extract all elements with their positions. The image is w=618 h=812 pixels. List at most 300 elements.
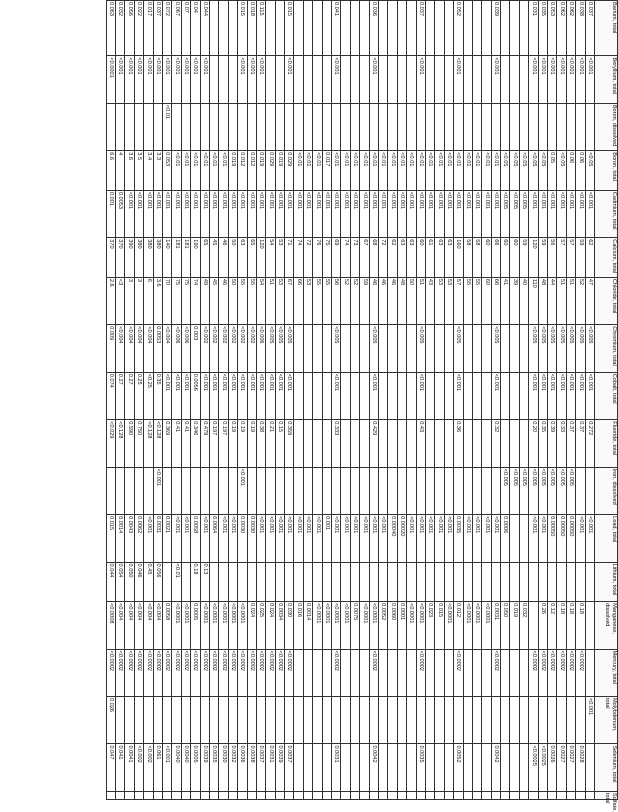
table-cell: <0.001 <box>247 190 256 237</box>
table-cell <box>360 372 369 419</box>
table-cell: <0.005 <box>548 325 557 372</box>
table-cell <box>407 1 416 56</box>
table-cell <box>407 325 416 372</box>
table-cell: <0.001 <box>153 190 162 237</box>
table-cell: <0.001 <box>285 190 294 237</box>
table-cell: <0.001 <box>576 56 585 103</box>
table-cell: <0.001 <box>566 56 575 103</box>
table-cell: 0.0030 <box>238 515 247 562</box>
table-cell <box>482 420 491 467</box>
table-cell: <0.001 <box>125 190 134 237</box>
table-cell <box>125 791 134 799</box>
table-cell <box>501 562 510 602</box>
table-cell: <0.001 <box>181 515 190 562</box>
table-row <box>519 1 528 800</box>
table-cell: <0.0001 <box>416 602 425 649</box>
table-cell <box>313 372 322 419</box>
table-row <box>153 1 162 800</box>
table-cell <box>435 697 444 744</box>
table-cell: <0.005 <box>557 325 566 372</box>
table-cell <box>491 697 500 744</box>
table-cell: <0.001 <box>228 190 237 237</box>
table-cell: <0.001 <box>585 372 594 419</box>
table-cell: <0.0002 <box>106 649 115 696</box>
table-cell <box>360 103 369 150</box>
table-cell: <0.001 <box>219 372 228 419</box>
table-cell <box>416 791 425 799</box>
table-cell <box>519 791 528 799</box>
table-cell <box>454 467 463 514</box>
table-cell <box>472 420 481 467</box>
table-cell <box>379 103 388 150</box>
table-cell <box>350 467 359 514</box>
table-cell: <0.128 <box>153 420 162 467</box>
table-cell: 0.044 <box>106 562 115 602</box>
table-cell <box>266 56 275 103</box>
table-cell <box>191 697 200 744</box>
table-cell: <0.001 <box>153 467 162 514</box>
table-cell: 54 <box>266 238 275 278</box>
table-cell: 0.0021 <box>163 515 172 562</box>
table-cell: 58 <box>472 238 481 278</box>
table-cell <box>219 103 228 150</box>
table-cell: 0.359 <box>285 420 294 467</box>
table-cell <box>379 649 388 696</box>
table-cell <box>501 791 510 799</box>
table-cell: <0.001 <box>491 372 500 419</box>
table-cell <box>379 1 388 56</box>
table-cell: <0.001 <box>172 56 181 103</box>
table-cell: 58 <box>463 238 472 278</box>
table-cell: 0.050 <box>125 562 134 602</box>
table-cell: 41 <box>501 277 510 324</box>
table-cell: 60 <box>482 238 491 278</box>
table-cell: <0.001 <box>275 190 284 237</box>
table-cell: 0.18 <box>191 562 200 602</box>
table-cell <box>397 744 406 791</box>
table-cell: 0.12 <box>548 602 557 649</box>
table-row <box>200 1 209 800</box>
table-cell: 3.6 <box>125 151 134 191</box>
table-cell: <0.001 <box>557 372 566 419</box>
table-cell: <0.001 <box>463 190 472 237</box>
table-cell: <0.001 <box>285 515 294 562</box>
table-cell: <0.001 <box>435 190 444 237</box>
table-cell: <0.001 <box>303 190 312 237</box>
table-cell <box>125 467 134 514</box>
table-cell: <0.0002 <box>228 649 237 696</box>
table-cell: 0.023 <box>425 602 434 649</box>
table-cell: <0.0002 <box>266 649 275 696</box>
table-cell: 0.18 <box>557 602 566 649</box>
table-cell: <0.0001 <box>209 602 218 649</box>
table-cell: 0.046 <box>134 562 143 602</box>
table-cell: 0.015 <box>238 1 247 56</box>
table-cell <box>529 562 538 602</box>
table-row <box>134 1 143 800</box>
table-cell <box>303 649 312 696</box>
table-cell <box>294 372 303 419</box>
table-cell: <0.001 <box>454 372 463 419</box>
table-cell: <0.0001 <box>200 602 209 649</box>
table-cell <box>379 56 388 103</box>
table-cell: 65 <box>200 238 209 278</box>
table-cell <box>275 562 284 602</box>
table-cell: 0.001 <box>322 515 331 562</box>
table-cell: <0.0001 <box>341 602 350 649</box>
table-cell: <0.001 <box>548 190 557 237</box>
table-cell: 0.039 <box>491 1 500 56</box>
table-row <box>294 1 303 800</box>
table-cell: 0.13 <box>200 562 209 602</box>
table-cell: 0.026 <box>106 697 115 744</box>
table-cell: <0.01 <box>360 151 369 191</box>
table-cell <box>463 697 472 744</box>
table-cell: <0.001 <box>454 56 463 103</box>
table-cell: 0.0005 <box>191 744 200 791</box>
table-cell: <0.0001 <box>172 602 181 649</box>
table-cell <box>435 562 444 602</box>
table-cell <box>519 697 528 744</box>
table-cell: 67 <box>360 238 369 278</box>
column-header: Mercury, total <box>595 649 618 696</box>
table-cell <box>191 467 200 514</box>
table-cell <box>425 791 434 799</box>
table-cell: <0.001 <box>125 56 134 103</box>
table-cell: <0.001 <box>379 190 388 237</box>
table-cell: <0.005 <box>332 325 341 372</box>
table-cell <box>360 1 369 56</box>
table-row <box>266 1 275 800</box>
table-cell <box>322 467 331 514</box>
table-cell <box>360 697 369 744</box>
table-cell: 0.15 <box>275 420 284 467</box>
table-cell: 53 <box>275 238 284 278</box>
table-cell: 63 <box>407 238 416 278</box>
table-cell: 53 <box>444 277 453 324</box>
table-cell <box>360 562 369 602</box>
table-cell: <0.0002 <box>125 649 134 696</box>
table-cell <box>209 562 218 602</box>
table-cell: 63 <box>435 238 444 278</box>
table-cell <box>275 791 284 799</box>
table-cell <box>341 1 350 56</box>
table-cell <box>341 744 350 791</box>
table-cell: 0.041 <box>116 744 125 791</box>
table-cell: 0.0006 <box>501 515 510 562</box>
table-cell <box>548 791 557 799</box>
table-cell: 0.479 <box>200 420 209 467</box>
table-cell <box>510 372 519 419</box>
table-cell: 0.0043 <box>125 515 134 562</box>
table-cell: 0.0031 <box>491 602 500 649</box>
table-cell <box>510 1 519 56</box>
table-cell: <0.002 <box>219 325 228 372</box>
table-cell <box>482 103 491 150</box>
table-cell: <0.001 <box>341 190 350 237</box>
table-cell: <0.0025 <box>529 744 538 791</box>
table-row <box>125 1 134 800</box>
table-cell: <0.01 <box>303 151 312 191</box>
table-cell: 0.0037 <box>285 744 294 791</box>
table-cell: 0.429 <box>369 420 378 467</box>
table-cell <box>266 467 275 514</box>
table-cell: <0.001 <box>332 56 341 103</box>
table-row <box>247 1 256 800</box>
table-cell <box>322 649 331 696</box>
table-cell: <0.001 <box>350 515 359 562</box>
table-cell: 0.115 <box>256 1 265 56</box>
table-cell: <0.0002 <box>529 649 538 696</box>
table-cell: 0.024 <box>247 602 256 649</box>
table-cell <box>313 791 322 799</box>
table-row <box>529 1 538 800</box>
table-cell: <0.001 <box>491 56 500 103</box>
table-cell <box>388 697 397 744</box>
table-cell: 0.0035 <box>454 515 463 562</box>
table-cell: 0.015 <box>106 515 115 562</box>
table-cell: 0.0058 <box>191 515 200 562</box>
table-cell <box>529 791 538 799</box>
table-cell <box>444 1 453 56</box>
table-cell: <0.001 <box>172 190 181 237</box>
table-cell <box>435 103 444 150</box>
table-cell: 0.37 <box>566 420 575 467</box>
table-row <box>407 1 416 800</box>
table-cell <box>397 697 406 744</box>
table-cell: 0.062 <box>566 1 575 56</box>
table-cell: 0.33 <box>557 420 566 467</box>
table-cell <box>360 56 369 103</box>
table-cell: 51 <box>266 277 275 324</box>
table-row <box>435 1 444 800</box>
table-cell: <0.001 <box>181 56 190 103</box>
table-cell <box>350 744 359 791</box>
table-cell <box>163 562 172 602</box>
table-row <box>219 1 228 800</box>
table-cell: <0.0002 <box>134 649 143 696</box>
table-cell <box>379 562 388 602</box>
table-cell: 0.19 <box>228 420 237 467</box>
table-cell: <0.0001 <box>322 602 331 649</box>
table-cell: <0.001 <box>548 372 557 419</box>
table-cell: <0.0002 <box>144 649 153 696</box>
table-cell: <0.001 <box>369 372 378 419</box>
table-cell: <0.001 <box>538 515 547 562</box>
table-cell: 0.029 <box>285 151 294 191</box>
table-cell: <0.001 <box>238 190 247 237</box>
table-cell <box>313 467 322 514</box>
table-cell <box>472 791 481 799</box>
table-cell: 53 <box>435 277 444 324</box>
table-cell: 57 <box>566 238 575 278</box>
table-cell <box>256 103 265 150</box>
table-cell <box>529 697 538 744</box>
table-cell: 59 <box>360 277 369 324</box>
table-cell: <0.005 <box>519 467 528 514</box>
table-cell: 0.0034 <box>275 602 284 649</box>
table-cell: 0.41 <box>172 420 181 467</box>
table-cell: <0.001 <box>425 190 434 237</box>
table-cell: <0.001 <box>153 56 162 103</box>
table-cell: 0.0040 <box>172 744 181 791</box>
table-cell: <0.001 <box>172 372 181 419</box>
table-cell: 0.0075 <box>350 602 359 649</box>
table-cell: <0.001 <box>163 744 172 791</box>
table-cell <box>454 791 463 799</box>
table-cell <box>285 562 294 602</box>
table-cell <box>125 103 134 150</box>
table-cell <box>519 103 528 150</box>
table-cell: <0.0001 <box>444 602 453 649</box>
table-cell: 0.074 <box>106 372 115 419</box>
table-cell <box>463 791 472 799</box>
table-cell: <0.001 <box>332 372 341 419</box>
table-cell: <0.0002 <box>200 649 209 696</box>
table-cell <box>341 103 350 150</box>
table-cell: <0.001 <box>191 190 200 237</box>
table-cell <box>388 325 397 372</box>
table-cell: 62 <box>585 238 594 278</box>
table-cell <box>285 103 294 150</box>
table-cell: <0.001 <box>454 190 463 237</box>
table-cell <box>519 649 528 696</box>
table-cell: <0.0002 <box>116 649 125 696</box>
table-cell: 72 <box>303 238 312 278</box>
table-cell: <0.05 <box>519 151 528 191</box>
table-row <box>163 1 172 800</box>
table-cell: <0.0001 <box>106 56 115 103</box>
table-cell: 0.0037 <box>256 744 265 791</box>
table-cell: <0.005 <box>285 325 294 372</box>
table-cell: <0.0001 <box>369 602 378 649</box>
table-cell: <0.0002 <box>219 649 228 696</box>
column-header: Lead, total <box>595 515 618 562</box>
table-cell <box>247 467 256 514</box>
table-cell <box>388 791 397 799</box>
table-cell: 0.369 <box>163 420 172 467</box>
table-cell <box>548 103 557 150</box>
table-cell: <0.002 <box>134 744 143 791</box>
table-cell: <0.001 <box>134 56 143 103</box>
table-cell: <0.002 <box>144 744 153 791</box>
table-row <box>510 1 519 800</box>
table-cell <box>379 697 388 744</box>
table-cell: <0.001 <box>566 190 575 237</box>
table-cell <box>519 325 528 372</box>
table-cell <box>407 562 416 602</box>
table-cell <box>294 1 303 56</box>
table-cell: <0.001 <box>444 190 453 237</box>
table-cell <box>407 103 416 150</box>
table-cell: 55 <box>238 277 247 324</box>
table-cell <box>407 791 416 799</box>
table-cell <box>482 1 491 56</box>
table-cell <box>275 1 284 56</box>
table-row <box>416 1 425 800</box>
table-cell: <0.004 <box>144 602 153 649</box>
table-cell: 3.3 <box>153 151 162 191</box>
table-cell <box>397 791 406 799</box>
table-cell: 0.590 <box>125 420 134 467</box>
table-cell <box>379 467 388 514</box>
table-cell <box>407 372 416 419</box>
table-cell: <0.001 <box>134 190 143 237</box>
table-cell: 76 <box>313 238 322 278</box>
table-cell: <0.001 <box>369 56 378 103</box>
table-cell <box>313 697 322 744</box>
table-cell: 0.018 <box>247 1 256 56</box>
table-cell: 0.0031 <box>266 744 275 791</box>
table-cell: 52 <box>350 277 359 324</box>
table-cell <box>444 103 453 150</box>
table-cell <box>266 103 275 150</box>
table-cell: 59 <box>538 238 547 278</box>
table-cell: <0.005 <box>548 467 557 514</box>
table-cell <box>510 744 519 791</box>
table-cell: <0.0001 <box>463 602 472 649</box>
table-cell: <0.001 <box>266 190 275 237</box>
table-cell: 0.032 <box>519 602 528 649</box>
table-cell <box>519 515 528 562</box>
table-row <box>322 1 331 800</box>
table-cell: 390 <box>125 238 134 278</box>
table-cell: 0.07 <box>181 1 190 56</box>
table-cell: 0.0035 <box>416 744 425 791</box>
table-cell <box>491 103 500 150</box>
table-cell <box>294 697 303 744</box>
table-cell <box>510 515 519 562</box>
table-cell <box>416 562 425 602</box>
table-cell <box>463 467 472 514</box>
table-cell <box>332 467 341 514</box>
table-cell: 0.43 <box>416 420 425 467</box>
table-cell <box>388 562 397 602</box>
table-cell: <0.01 <box>491 151 500 191</box>
table-cell: <0.001 <box>322 190 331 237</box>
table-cell: 370 <box>106 238 115 278</box>
table-cell: 0.009 <box>106 325 115 372</box>
table-header-row <box>595 1 618 800</box>
table-cell <box>219 56 228 103</box>
table-cell: <0.001 <box>360 190 369 237</box>
table-cell <box>350 562 359 602</box>
table-cell <box>134 791 143 799</box>
table-cell: 0.25 <box>134 372 143 419</box>
table-cell <box>548 562 557 602</box>
table-cell: <0.01 <box>200 151 209 191</box>
table-cell: 3.5 <box>134 151 143 191</box>
table-cell <box>360 420 369 467</box>
table-cell: 0.054 <box>116 562 125 602</box>
table-cell <box>444 649 453 696</box>
table-row <box>501 1 510 800</box>
table-cell <box>369 562 378 602</box>
table-cell: <0.001 <box>482 190 491 237</box>
table-cell: 190 <box>191 238 200 278</box>
table-cell: <0.001 <box>266 515 275 562</box>
table-cell <box>125 697 134 744</box>
table-cell <box>275 103 284 150</box>
table-cell: 65 <box>247 238 256 278</box>
table-cell <box>491 791 500 799</box>
table-cell: <0.001 <box>275 515 284 562</box>
table-cell: 52 <box>341 277 350 324</box>
table-cell: 46 <box>388 277 397 324</box>
table-cell <box>463 649 472 696</box>
table-cell <box>538 103 547 150</box>
table-cell <box>285 697 294 744</box>
